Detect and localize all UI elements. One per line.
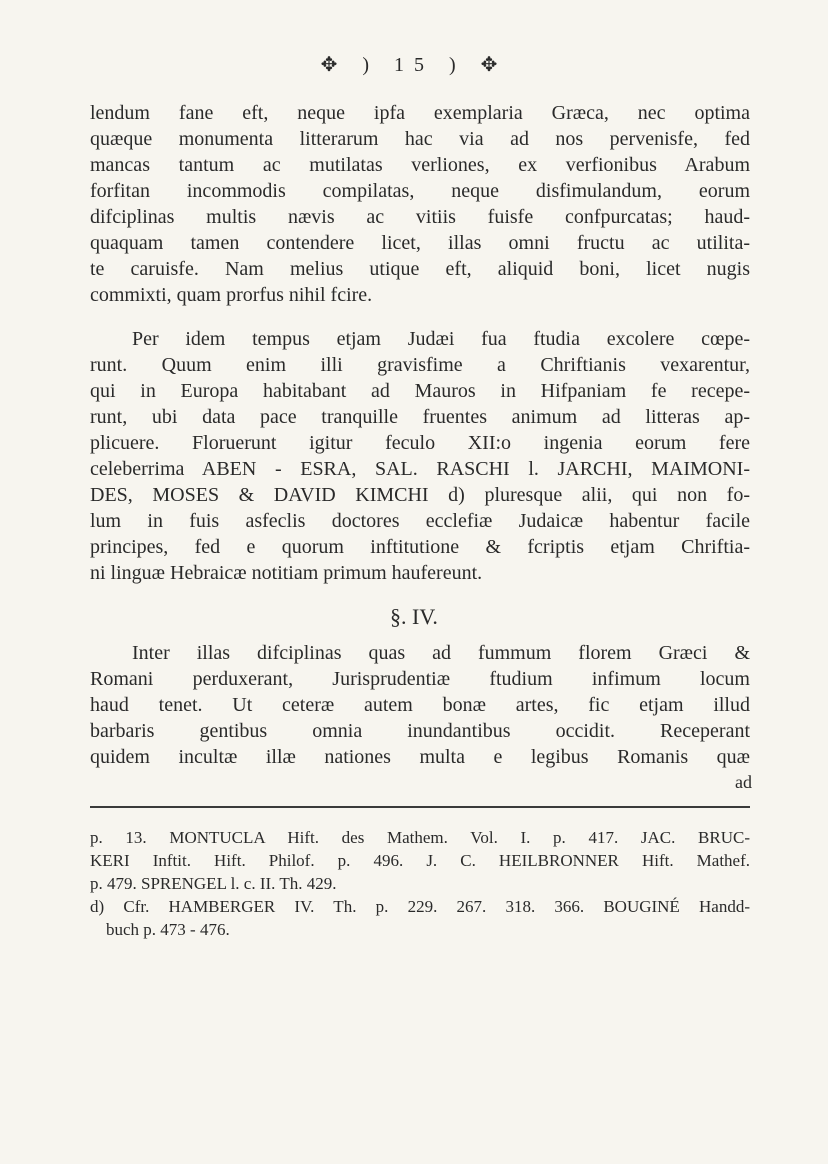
text-line: commixti, quam prorfus nihil fcire. xyxy=(90,284,373,306)
paragraph-continuation xyxy=(90,100,750,308)
text-line: Per idem tempus etjam Judæi fua ftudia excolere cœpe- xyxy=(132,328,750,350)
text-line: principes, fed e quorum inftitutione & fcriptis etjam Chriftia- xyxy=(90,536,750,558)
text-line: lendum fane eft, neque ipfa exemplaria Græca, nec optima xyxy=(90,102,750,124)
text-line: ni linguæ Hebraicæ notitiam primum haufereunt. xyxy=(90,562,483,584)
catchword: ad xyxy=(735,772,752,792)
text-line: runt. Quum enim illi gravisfime a Chriftianis vexarentur, xyxy=(90,354,750,376)
footnote-line: d) Cfr. HAMBERGER IV. Th. p. 229. 267. 318. 366. BOUGINÉ Handd- xyxy=(90,897,750,916)
text-line: lum in fuis asfeclis doctores ecclefiæ Judaicæ habentur facile xyxy=(90,510,750,532)
text-line: te caruisfe. Nam melius utique eft, aliquid boni, licet nugis xyxy=(90,258,750,280)
footnote-line: p. 13. MONTUCLA Hift. des Mathem. Vol. I. p. 417. JAC. BRUC- xyxy=(90,828,750,847)
text-line: forfitan incommodis compilatas, neque disfimulandum, eorum xyxy=(90,180,750,202)
page-header: ✥ ) 15 ) ✥ xyxy=(320,54,508,76)
text-line: haud tenet. Ut ceteræ autem bonæ artes, fic etjam illud xyxy=(90,694,750,716)
text-line: runt, ubi data pace tranquille fruentes animum ad litteras ap- xyxy=(90,406,750,428)
text-line: qui in Europa habitabant ad Mauros in Hifpaniam fe recepe- xyxy=(90,380,750,402)
text-line: barbaris gentibus omnia inundantibus occidit. Receperant xyxy=(90,720,750,742)
footnote-divider xyxy=(90,806,750,808)
text-line: mancas tantum ac mutilatas verliones, ex verfionibus Arabum xyxy=(90,154,750,176)
text-line: Romani perduxerant, Jurisprudentiæ ftudium infimum locum xyxy=(90,668,750,690)
text-line: quidem incultæ illæ nationes multa e legibus Romanis quæ xyxy=(90,746,750,768)
paragraph-jurisprudentia xyxy=(90,640,750,770)
text-line: celeberrima ABEN - ESRA, SAL. RASCHI l. JARCHI, MAIMONI- xyxy=(90,458,750,480)
text-line: DES, MOSES & DAVID KIMCHI d) pluresque alii, qui non fo- xyxy=(90,484,750,506)
text-line: plicuere. Floruerunt igitur feculo XII:o ingenia eorum fere xyxy=(90,432,750,454)
text-line: quaquam tamen contendere licet, illas omni fructu ac utilita- xyxy=(90,232,750,254)
footnote-line: buch p. 473 - 476. xyxy=(106,920,230,939)
footnote-line: p. 479. SPRENGEL l. c. II. Th. 429. xyxy=(90,874,337,893)
footnotes xyxy=(90,826,750,941)
text-line: Inter illas difciplinas quas ad fummum florem Græci & xyxy=(132,642,750,664)
text-line: difciplinas multis nævis ac vitiis fuisfe confpurcatas; haud- xyxy=(90,206,750,228)
footnote-line: KERI Inftit. Hift. Philof. p. 496. J. C. HEILBRONNER Hift. Mathef. xyxy=(90,851,750,870)
text-line: quæque monumenta litterarum hac via ad nos pervenisfe, fed xyxy=(90,128,750,150)
paragraph-judaei xyxy=(90,326,750,586)
section-heading: §. IV. xyxy=(390,604,438,629)
